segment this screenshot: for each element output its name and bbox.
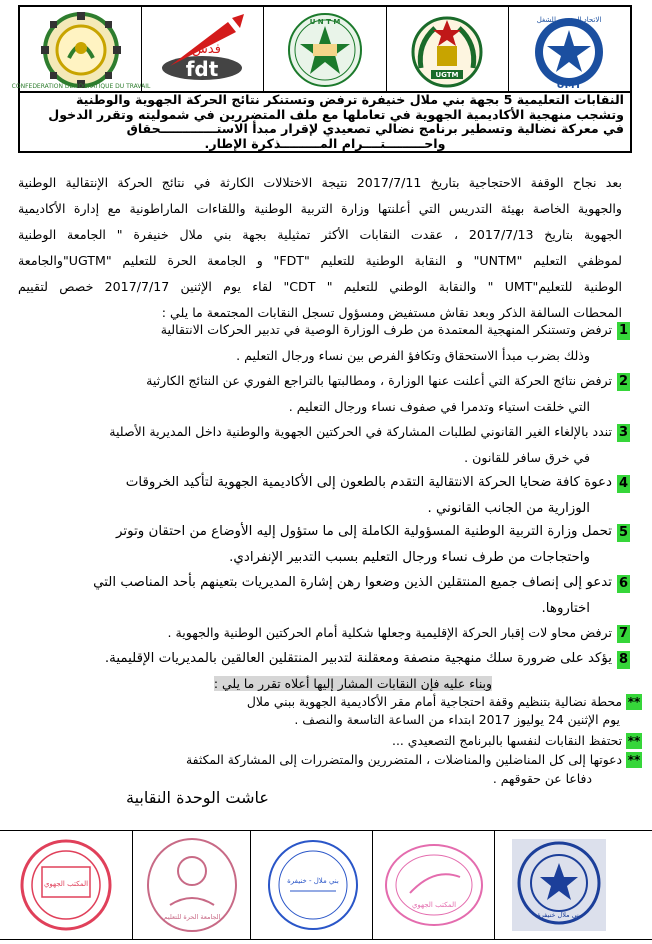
logo-fdt — [141, 7, 263, 91]
decision-line: دعوتها إلى كل المناضلين والمناضلات ، المتضررين والمتضررات إلى المشاركة المكثفة — [185, 752, 623, 767]
intro-line: لموظفي التعليم "UNTM" و النقابة الوطنية للتعليم "FDT" و الجامعة الحرة للتعليم "UGTM"والجامعة — [18, 253, 622, 268]
title-line: في معركة نضالية وتسطير برنامج نضالي تصعيدي لإقرار مبدأ الاستـــــــــــــحقاق — [126, 121, 624, 137]
fdt-text: fdt — [185, 57, 219, 81]
document-title — [18, 93, 632, 153]
umt-star-icon — [514, 8, 624, 90]
decision-line: محطة نضالية بتنظيم وقفة احتجاجية أمام مقر الأكاديمية الجهوية ببني ملال — [246, 694, 623, 709]
intro-line: الوطنية للتعليم"UMT " والنقابة الوطني للتعليم " CDT" لقاء يوم الإثنين 2017/7/17 خصص لتقييم — [18, 279, 622, 294]
stamp-row — [0, 830, 652, 940]
title-line: وتشجب منهجية الأكاديمية الجهوية في تعاملها مع ملف المتضررين في شموليته وتقرر الدخول — [48, 106, 624, 122]
ugtm-stamp-icon — [380, 837, 488, 933]
ugtm-text: UGTM — [435, 71, 459, 79]
item-line: تندد بالإلغاء الغير القانوني لطلبات المشاركة في الحركتين الجهوية والوطنية داخل المديرية الأصلية — [109, 424, 612, 439]
stamp-label: المكتب الجهوي — [43, 880, 89, 888]
ugtm-laurel-icon — [399, 8, 495, 90]
cdt-stamp-icon — [4, 837, 128, 933]
logo-untm — [263, 7, 385, 91]
item-line: في خرق سافر للقانون . — [464, 450, 590, 465]
decision-continuation — [493, 771, 592, 786]
decision-point — [392, 733, 642, 749]
untm-stamp-icon — [258, 835, 368, 935]
item-line: ترفض نتائج الحركة التي أعلنت عنها الوزارة ، ومطالبتها بالتراجع الفوري عن النتائج الكارثية — [146, 373, 612, 388]
item-number: 6 — [618, 576, 629, 591]
fdt-logo-icon — [148, 8, 258, 90]
umt-stamp-icon — [504, 835, 614, 935]
decision-point — [247, 694, 642, 710]
decision-line: تحتفظ النقابات لنفسها بالبرنامج التصعيدي ... — [392, 733, 623, 748]
item-line: ترفض وتستنكر المنهجية المعتمدة من طرف الوزارة الوصية في تدبير الحركات الانتقالية — [160, 322, 612, 337]
item-number: 4 — [618, 476, 629, 491]
closing-slogan: عاشت الوحدة النقابية — [126, 788, 269, 807]
item-line: تحمل وزارة التربية الوطنية المسؤولية الكاملة إلى ما ستؤول إليه الأوضاع من احتقان وتوتر — [116, 524, 612, 539]
item-line: التي خلقت استياء وتدمرا في صفوف نساء ورجال التعليم . — [288, 399, 590, 414]
untm-text: U N T M — [309, 18, 341, 26]
item-line: اختاروها. — [541, 601, 590, 616]
title-line: واحـــــــــتــــرام المـــــــــذكرة الإطار. — [204, 135, 446, 151]
asterisk-marker: ** — [627, 695, 641, 709]
stamp-label: بني ملال - خنيفرة — [287, 877, 339, 885]
item-line: يؤكد على ضرورة سلك منهجية منصفة ومعقلنة لتدبير المنتقلين العالقين بالمديريات الإقليمية. — [104, 651, 612, 666]
item-number: 3 — [618, 425, 629, 440]
decision-line: يوم الإثنين 24 يوليوز 2017 ابتداء من الساعة التاسعة والنصف . — [294, 712, 620, 727]
decision-continuation — [294, 712, 620, 727]
stamp-label: الجامعة الحرة للتعليم — [163, 913, 221, 921]
item-line: تدعو إلى إنصاف جميع المنتقلين الذين وضعوا رهن إشارة المديريات بتعينهم بأحد المناصب التي — [93, 575, 612, 590]
decision-point — [186, 752, 642, 768]
intro-line: بعد نجاح الوقفة الاحتجاجية بتاريخ 2017/7/11 نتيجة الاختلالات الكارثة في نتائج الحركة الإنتقالية الوطنية — [18, 175, 622, 190]
item-line: الوزارية من الجانب القانوني . — [427, 501, 590, 516]
logo-umt — [508, 7, 630, 91]
asterisk-marker: ** — [627, 753, 641, 767]
item-line: ترفض محاو لات إقبار الحركة الإقليمية وجعلها شكلية أمام الحركتين الوطنية والجهوية . — [167, 625, 612, 640]
umt-arabic: الاتحاد المغربي للشغل — [537, 16, 602, 24]
item-number: 7 — [618, 626, 629, 641]
item-line: دعوة كافة ضحايا الحركة الانتقالية التقدم بالطعون إلى الأكاديمية الجهوية لتأكيد الخروقات — [125, 475, 612, 490]
logo-cdt — [11, 7, 150, 91]
intro-line: والجهوية الخاصة بهيئة التدريس التي أعلنتها وزارة التربية الوطنية واللقاءات الماراطونية مع إدارة الأكاديمية — [18, 201, 622, 216]
item-number: 2 — [618, 374, 629, 389]
stamp-label: بني ملال خنيفرة — [537, 911, 581, 919]
logo-header — [11, 5, 632, 93]
asterisk-marker: ** — [627, 734, 641, 748]
untm-star-icon — [277, 8, 373, 90]
intro-line: الجهوية بتاريخ 2017/7/13 ، عقدت النقابات الأكثر تمثيلية بجهة بني ملال خنيفرة " الجامعة الوطنية — [18, 227, 622, 242]
title-line: النقابات التعليمية 5 بجهة بني ملال خنيفرة ترفض وتستنكر نتائج الحركة الجهوية والوطنية — [76, 92, 624, 107]
intro-line: المحطات السالفة الذكر وبعد نقاش مستفيض ومسؤول تسجل النقابات المجتمعة ما يلي : — [161, 305, 622, 320]
decision-heading: وبناء عليه فإن النقابات المشار إليها أعلاه تقرر ما يلي : — [213, 676, 492, 691]
item-line: وذلك بضرب مبدأ الاستحقاق وتكافؤ الفرص بين نساء ورجال التعليم . — [236, 348, 590, 363]
item-number: 1 — [618, 323, 629, 338]
decision-line: دفاعا عن حقوقهم . — [492, 771, 592, 786]
item-number: 8 — [618, 652, 629, 667]
item-line: واحتجاجات من طرف نساء ورجال التعليم بسبب التدبير الإنفرادي. — [229, 550, 590, 565]
cdt-gear-icon — [11, 8, 150, 90]
fdt-stamp-icon — [140, 835, 244, 935]
logo-ugtm — [386, 7, 508, 91]
stamp-label: المكتب الجهوي — [411, 901, 457, 909]
fdt-arabic: فدش — [191, 42, 221, 57]
umt-text: UMT — [556, 80, 582, 91]
intro-paragraph — [18, 170, 622, 326]
cdt-ring-text: CONFEDERATION DEMOCRATIQUE DU TRAVAIL — [11, 83, 150, 90]
item-number: 5 — [618, 525, 629, 540]
